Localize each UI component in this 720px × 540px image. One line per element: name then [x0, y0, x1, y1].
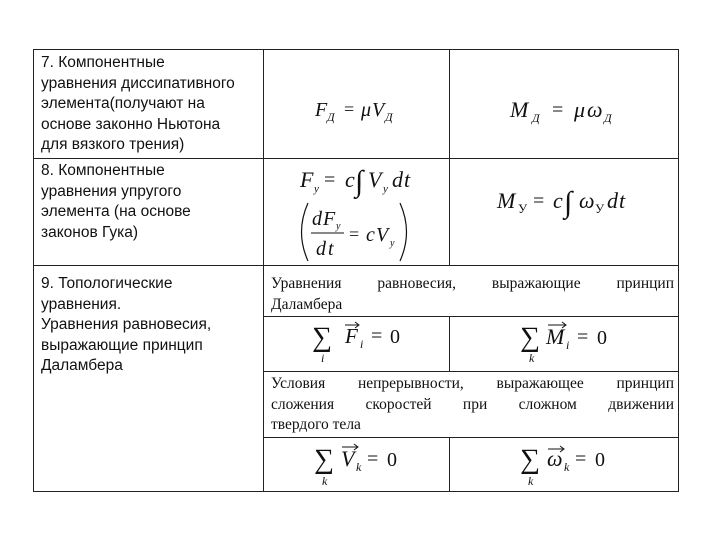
dissipative-moment-formula [500, 92, 640, 126]
row9-label-line: Уравнения равновесия, [41, 316, 212, 333]
svg-text:d: d [316, 238, 326, 260]
svg-text:μ: μ [361, 99, 372, 121]
svg-text:∫: ∫ [355, 165, 364, 198]
svg-text:F: F [315, 99, 328, 121]
svg-text:0: 0 [597, 327, 607, 349]
row7-label-line: основе законно Ньютона [41, 115, 221, 133]
svg-text:∑: ∑ [520, 444, 540, 475]
svg-text:=: = [324, 169, 336, 191]
column-divider [263, 49, 264, 492]
svg-text:i: i [321, 351, 325, 365]
row7-label [41, 53, 261, 156]
row9-label-line: 9. Топологические [41, 275, 173, 292]
svg-text:=: = [349, 224, 360, 244]
svg-text:F: F [300, 167, 314, 192]
equilibrium-header-line: Даламбера [271, 295, 343, 313]
row9-label-line: Даламбера [41, 357, 123, 374]
svg-text:k: k [564, 460, 570, 474]
svg-text:=: = [344, 99, 355, 119]
continuity-header-line: сложения скоростей при сложном движении [271, 395, 674, 413]
row7-label-line: 7. Компонентные [41, 54, 165, 71]
svg-text:Д: Д [385, 110, 393, 124]
svg-text:V: V [341, 446, 355, 471]
svg-text:V: V [368, 167, 382, 192]
svg-text:=: = [552, 99, 564, 121]
row-divider [33, 158, 679, 159]
svg-text:M: M [510, 97, 529, 122]
svg-text:У: У [595, 201, 605, 216]
row9-label-line: уравнения. [41, 295, 122, 313]
svg-text:F: F [323, 208, 336, 230]
svg-text:=: = [575, 448, 587, 470]
row8-label [41, 161, 261, 243]
row-divider [263, 316, 679, 317]
column-divider [449, 316, 450, 371]
svg-text:d: d [607, 188, 618, 213]
row9-label [41, 274, 261, 377]
svg-text:ω: ω [547, 446, 563, 471]
column-divider [449, 437, 450, 492]
svg-text:M: M [497, 188, 516, 213]
svg-text:i: i [360, 337, 364, 351]
svg-text:у: у [314, 183, 319, 195]
svg-text:0: 0 [595, 449, 605, 471]
svg-text:k: k [322, 474, 328, 488]
continuity-header [271, 374, 674, 436]
sum-velocities-formula [312, 438, 422, 490]
svg-text:0: 0 [390, 326, 400, 348]
continuity-header-line: Условия непрерывности, выражающее принцип [271, 375, 674, 392]
row7-label-line: для вязкого трения) [41, 136, 185, 153]
elastic-force-derivative-formula [294, 200, 419, 266]
svg-text:V: V [376, 224, 389, 246]
row8-label-line: элемента (на основе [41, 203, 191, 220]
svg-text:k: k [356, 460, 362, 474]
svg-text:t: t [619, 188, 626, 213]
svg-text:k: k [528, 474, 534, 488]
svg-text:Д: Д [604, 111, 612, 125]
svg-text:у: у [383, 183, 388, 195]
sum-forces-formula [310, 318, 420, 366]
row-divider [263, 371, 679, 372]
continuity-header-line: твердого тела [271, 416, 361, 433]
equilibrium-header [271, 274, 674, 315]
svg-text:i: i [566, 338, 570, 352]
svg-text:t: t [404, 167, 411, 192]
svg-text:∑: ∑ [314, 444, 334, 475]
svg-text:=: = [371, 325, 383, 347]
sum-moments-formula [518, 318, 638, 366]
sum-angular-velocities-formula [518, 438, 638, 490]
svg-text:d: d [392, 167, 403, 192]
svg-text:c: c [345, 167, 355, 192]
left-paren [302, 203, 309, 261]
svg-text:k: k [529, 351, 535, 365]
row7-label-line: уравнения диссипативного [41, 74, 235, 92]
svg-text:Д: Д [532, 111, 540, 125]
elastic-moment-formula [495, 182, 645, 222]
row8-label-line: законов Гука) [41, 223, 139, 241]
svg-text:y: y [390, 238, 395, 249]
svg-text:=: = [577, 326, 589, 348]
right-paren [400, 203, 407, 261]
svg-text:μ: μ [574, 97, 586, 122]
svg-text:c: c [366, 224, 375, 246]
svg-text:=: = [533, 190, 545, 212]
svg-text:∫: ∫ [564, 186, 573, 219]
svg-text:ω: ω [579, 188, 595, 213]
svg-text:Д: Д [327, 110, 335, 124]
row9-label-line: выражающие принцип [41, 336, 203, 354]
elastic-force-formula [290, 161, 450, 197]
svg-text:V: V [372, 99, 385, 121]
svg-text:F: F [345, 324, 358, 348]
row7-label-line: элемента(получают на [41, 95, 205, 112]
svg-text:ω: ω [587, 97, 603, 122]
svg-text:0: 0 [387, 449, 397, 471]
row8-label-line: уравнения упругого [41, 182, 182, 200]
svg-text:t: t [328, 238, 334, 260]
dissipative-force-formula [300, 92, 420, 126]
svg-text:M: M [546, 324, 565, 349]
svg-text:y: y [336, 221, 341, 232]
row8-label-line: 8. Компонентные [41, 162, 165, 179]
svg-text:=: = [367, 448, 379, 470]
svg-text:c: c [553, 188, 563, 213]
svg-text:∑: ∑ [312, 322, 332, 353]
equilibrium-header-line: Уравнения равновесия, выражающие принцип [271, 275, 674, 292]
column-divider [449, 49, 450, 265]
svg-text:∑: ∑ [520, 322, 540, 353]
svg-text:d: d [312, 208, 322, 230]
svg-text:У: У [518, 201, 528, 216]
